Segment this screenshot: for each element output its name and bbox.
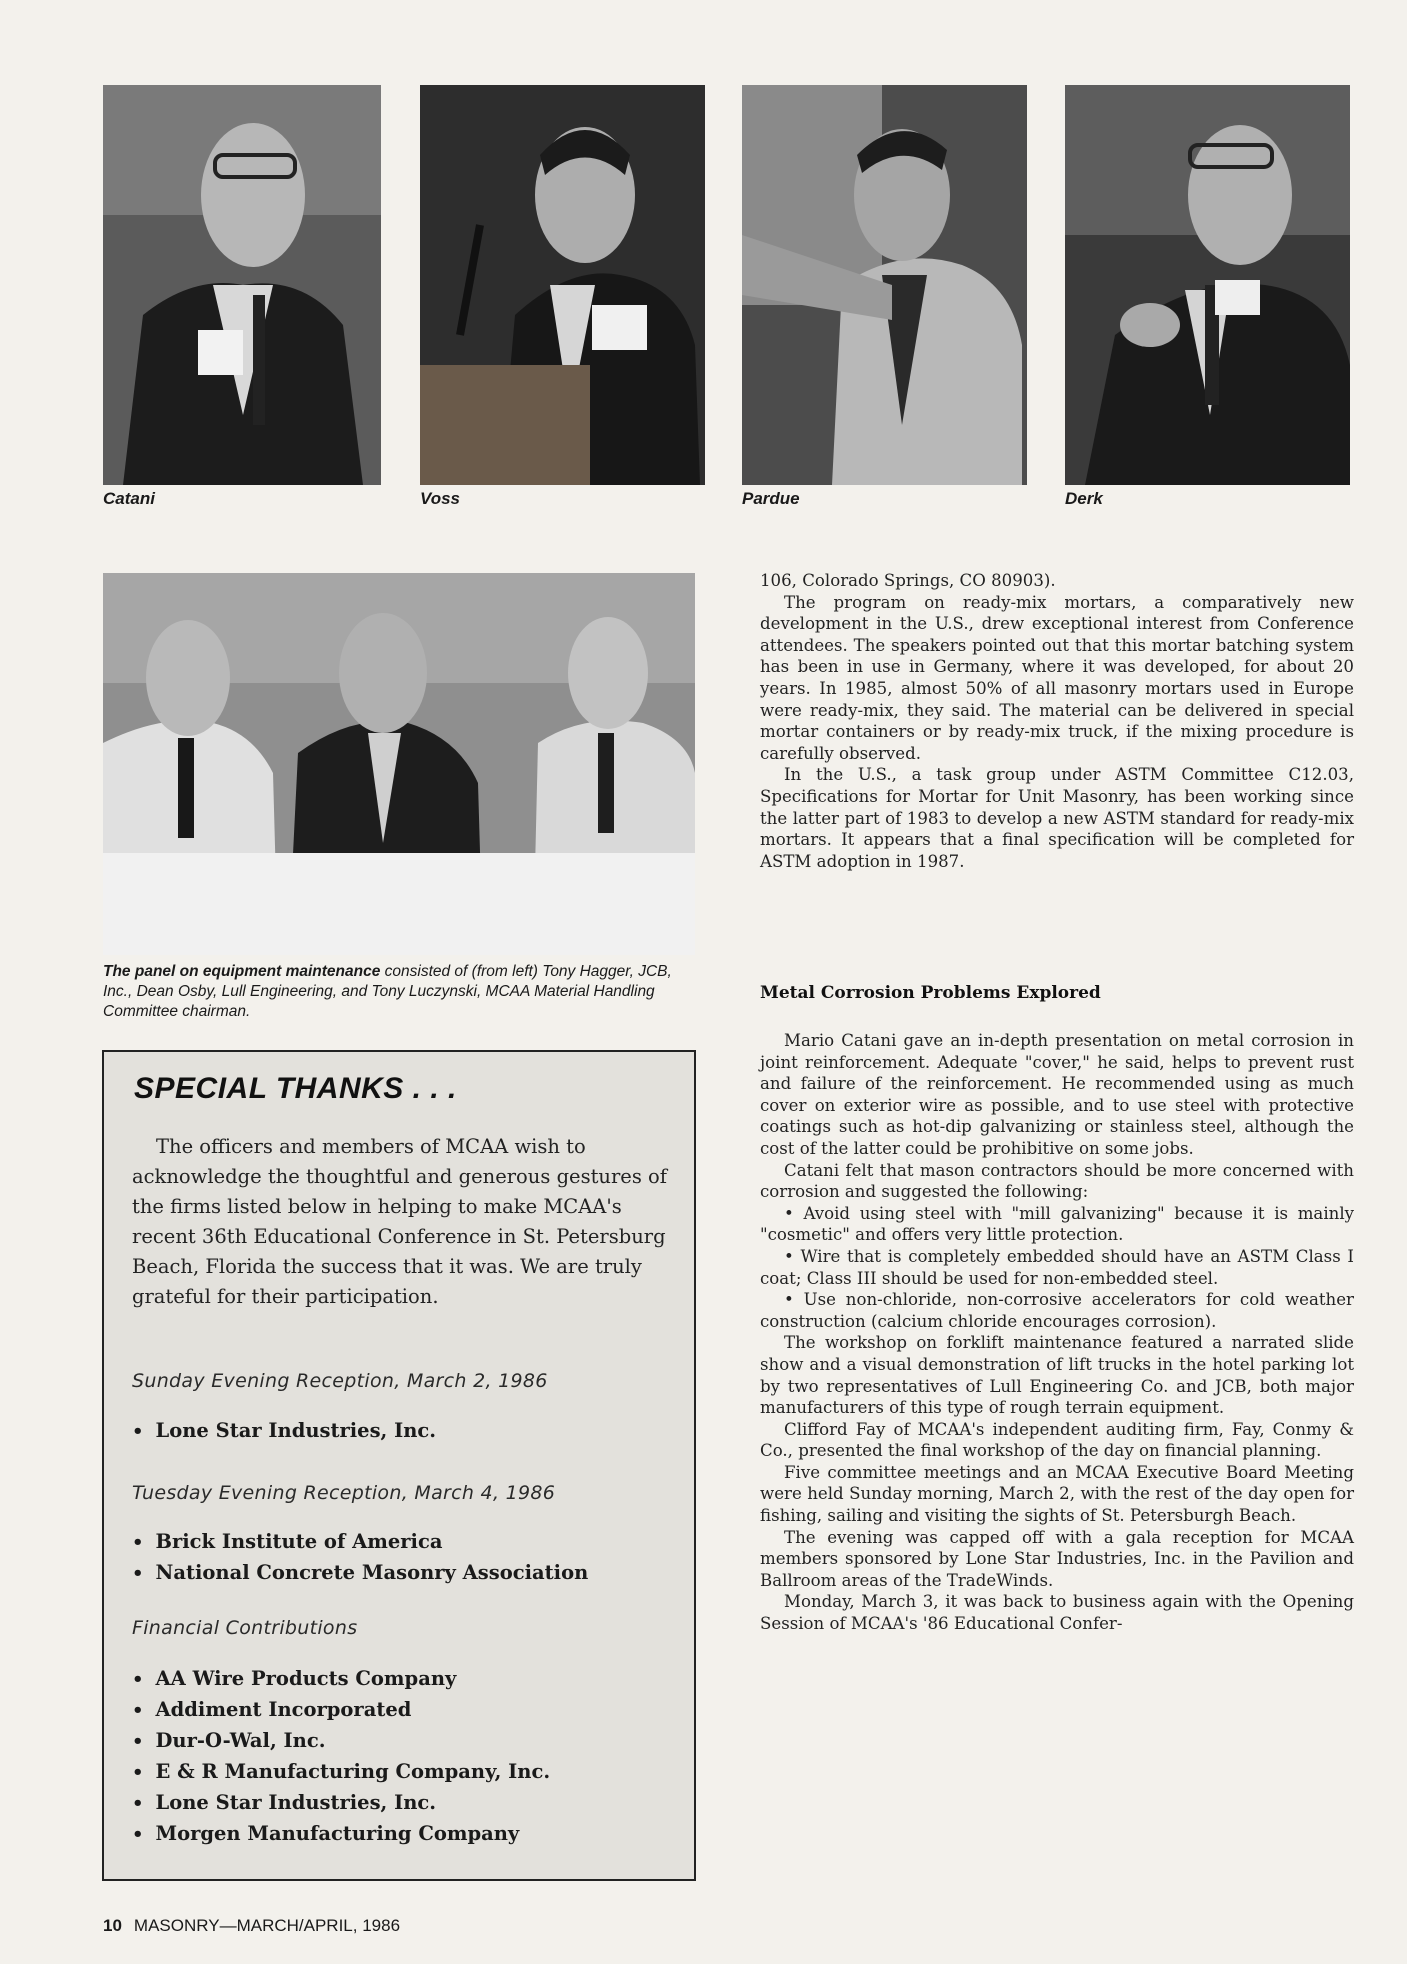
article-column-top	[760, 570, 1354, 872]
photo-caption-pardue: Pardue	[742, 489, 800, 508]
sponsor-item: • Lone Star Industries, Inc.	[132, 1788, 550, 1819]
panel-photo-caption	[103, 962, 695, 1022]
sponsor-item: • Addiment Incorporated	[132, 1695, 550, 1726]
article-paragraph: Catani felt that mason contractors should be more concerned with corrosion and suggested the following:	[760, 1160, 1354, 1202]
page-footer	[103, 1916, 400, 1936]
article-paragraph: In the U.S., a task group under ASTM Committee C12.03, Specifications for Mortar for Unit Masonry, has been working since the latter part of 1983 to develop a new ASTM standard for ready-mix mortars. It appears that a final specification will be completed for ASTM adoption in 1987.	[760, 765, 1354, 871]
sponsor-list-sunday	[132, 1416, 436, 1447]
section-heading-sunday: Sunday Evening Reception, March 2, 1986	[132, 1370, 548, 1392]
publication-line: MASONRY—MARCH/APRIL, 1986	[133, 1916, 401, 1935]
sponsor-item: • Lone Star Industries, Inc.	[132, 1416, 436, 1447]
photo-panel-equipment-maintenance	[103, 573, 695, 955]
photo-caption-catani: Catani	[103, 489, 155, 508]
photo-voss	[420, 85, 705, 485]
article-paragraph: The workshop on forklift maintenance featured a narrated slide show and a visual demonstration of lift trucks in the hotel parking lot by two representatives of Lull Engineering Co. and JCB, both major manufacturers of this type of rough terrain equipment.	[760, 1333, 1354, 1418]
article-bullet: • Avoid using steel with "mill galvanizing" because it is mainly "cosmetic" and offers very little protection.	[760, 1203, 1354, 1245]
special-thanks-intro: The officers and members of MCAA wish to acknowledge the thoughtful and generous gestures of the firms listed below in helping to make MCAA's recent 36th Educational Conference in St. Petersburg Beach, Florida the success that it was. We are truly grateful for their participation.	[132, 1135, 668, 1308]
photo-derk	[1065, 85, 1350, 485]
photo-caption-voss: Voss	[420, 489, 461, 508]
photo-pardue	[742, 85, 1027, 485]
article-paragraph: The evening was capped off with a gala reception for MCAA members sponsored by Lone Star Industries, Inc. in the Pavilion and Ballroom areas of the TradeWinds.	[760, 1527, 1354, 1590]
article-bullet: • Wire that is completely embedded should have an ASTM Class I coat; Class III should be used for non-embedded steel.	[760, 1246, 1354, 1288]
article-column-bottom	[760, 1030, 1354, 1635]
photo-catani	[103, 85, 381, 485]
article-paragraph: Mario Catani gave an in-depth presentation on metal corrosion in joint reinforcement. Adequate "cover," he said, helps to prevent rust and failure of the reinforcement. He recommended using as much cover on exterior wire as possible, and to use steel with protective coatings such as hot-dip galvanizing or stainless steel, although the cost of the latter could be prohibitive on some jobs.	[760, 1031, 1354, 1158]
page-number: 10	[103, 1916, 122, 1935]
article-paragraph: Monday, March 3, it was back to business again with the Opening Session of MCAA's '86 Educational Confer-	[760, 1592, 1354, 1634]
special-thanks-box	[102, 1050, 696, 1881]
panel-caption-bold: The panel on equipment maintenance	[103, 963, 381, 980]
article-paragraph: Clifford Fay of MCAA's independent auditing firm, Fay, Conmy & Co., presented the final workshop of the day on financial planning.	[760, 1419, 1354, 1461]
section-heading-metal-corrosion: Metal Corrosion Problems Explored	[760, 983, 1101, 1003]
section-heading-tuesday: Tuesday Evening Reception, March 4, 1986	[132, 1482, 556, 1504]
article-paragraph: Five committee meetings and an MCAA Executive Board Meeting were held Sunday morning, March 2, with the rest of the day open for fishing, sailing and visiting the sights of St. Petersburgh Beach.	[760, 1462, 1354, 1526]
special-thanks-title: SPECIAL THANKS . . .	[134, 1072, 457, 1105]
panel-caption-text: consisted of (from left) Tony Hagger, JCB, Inc., Dean Osby, Lull Engineering, and Tony Luczynski, MCAA Material Handling Committee chairman.	[103, 963, 672, 1020]
article-bullet: • Use non-chloride, non-corrosive accelerators for cold weather construction (calcium chloride encourages corrosion).	[760, 1290, 1354, 1331]
sponsor-item: • Dur-O-Wal, Inc.	[132, 1726, 550, 1757]
article-paragraph: 106, Colorado Springs, CO 80903).	[760, 571, 1056, 590]
sponsor-item: • AA Wire Products Company	[132, 1664, 550, 1695]
sponsor-list-tuesday	[132, 1527, 588, 1589]
sponsor-item: • Brick Institute of America	[132, 1527, 588, 1558]
article-paragraph: The program on ready-mix mortars, a comparatively new development in the U.S., drew exceptional interest from Conference attendees. The speakers pointed out that this mortar batching system has been in use in Germany, where it was developed, for about 20 years. In 1985, almost 50% of all masonry mortars used in Europe were ready-mix, they said. The material can be delivered in special mortar containers or by ready-mix truck, if the mixing procedure is carefully observed.	[760, 592, 1354, 763]
section-heading-financial: Financial Contributions	[132, 1617, 358, 1639]
sponsor-item: • National Concrete Masonry Association	[132, 1558, 588, 1589]
photo-caption-derk: Derk	[1065, 489, 1103, 508]
sponsor-item: • E & R Manufacturing Company, Inc.	[132, 1757, 550, 1788]
sponsor-item: • Morgen Manufacturing Company	[132, 1819, 550, 1850]
sponsor-list-financial	[132, 1664, 550, 1850]
